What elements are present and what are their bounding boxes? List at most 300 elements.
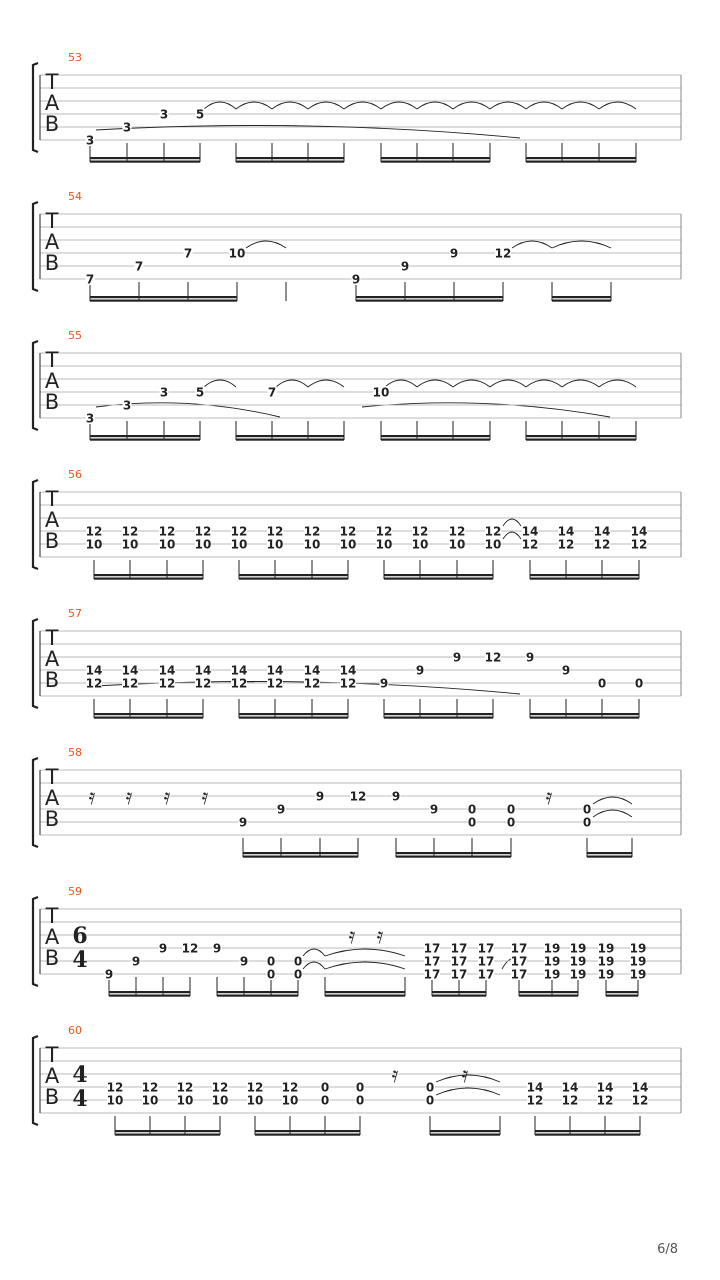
fret-number: 12 — [266, 524, 284, 539]
fret-number: 12 — [85, 524, 103, 539]
fret-number: 12 — [631, 1093, 649, 1108]
beam — [115, 1134, 220, 1136]
fret-number: 14 — [631, 1080, 649, 1095]
beam — [243, 856, 358, 858]
beam — [90, 435, 200, 437]
fret-number: 12 — [484, 650, 502, 665]
beam — [384, 574, 493, 576]
tie-arc — [503, 532, 521, 539]
fret-number: 12 — [106, 1080, 124, 1095]
measure-number: 57 — [68, 607, 82, 620]
tie-arc — [344, 102, 381, 109]
fret-number: 10 — [411, 537, 429, 552]
fret-number: 19 — [569, 954, 587, 969]
system-bracket — [33, 619, 38, 708]
fret-number: 12 — [85, 676, 103, 691]
fret-number: 0 — [355, 1093, 365, 1108]
tie-arc — [303, 949, 325, 956]
tie-arc — [308, 380, 344, 387]
beam — [396, 856, 511, 858]
tab-clef-b: B — [44, 807, 60, 831]
fret-number: 10 — [228, 246, 246, 261]
fret-number: 12 — [494, 246, 512, 261]
fret-number: 5 — [195, 107, 205, 122]
system-bracket — [33, 341, 38, 430]
tie-arc — [417, 102, 453, 109]
fret-number: 0 — [355, 1080, 365, 1095]
beam — [526, 157, 636, 159]
tab-system — [33, 329, 681, 694]
fret-number: 3 — [159, 107, 169, 122]
tab-system — [33, 885, 681, 997]
fret-number: 12 — [526, 1093, 544, 1108]
tie-arc — [503, 519, 521, 526]
fret-number: 9 — [525, 650, 535, 665]
fret-number: 12 — [181, 941, 199, 956]
time-signature-bottom: 4 — [72, 947, 88, 973]
fret-number: 12 — [375, 524, 393, 539]
fret-number: 3 — [85, 133, 95, 148]
fret-number: 7 — [267, 385, 277, 400]
fret-number: 14 — [526, 1080, 544, 1095]
fret-number: 0 — [266, 967, 276, 982]
fret-number: 12 — [484, 524, 502, 539]
sixteenth-rest: 𝄿 — [376, 924, 384, 949]
fret-number: 9 — [561, 663, 571, 678]
tab-clef-t: T — [45, 765, 59, 789]
tie-arc — [512, 241, 552, 248]
fret-number: 19 — [543, 954, 561, 969]
tie-arc — [308, 102, 344, 109]
beam — [530, 578, 639, 580]
sixteenth-rest: 𝄿 — [125, 785, 133, 810]
beam — [552, 300, 611, 302]
fret-number: 14 — [593, 524, 611, 539]
beam — [606, 991, 638, 993]
fret-number: 12 — [230, 524, 248, 539]
fret-number: 17 — [477, 954, 495, 969]
beam — [109, 995, 190, 997]
fret-number: 9 — [158, 941, 168, 956]
fret-number: 10 — [448, 537, 466, 552]
system-bracket — [33, 202, 38, 291]
fret-number: 12 — [303, 524, 321, 539]
fret-number: 10 — [281, 1093, 299, 1108]
tab-clef-b: B — [44, 251, 60, 275]
fret-number: 0 — [597, 676, 607, 691]
measure-number: 55 — [68, 329, 82, 342]
tie-arc — [599, 380, 636, 387]
fret-number: 12 — [303, 676, 321, 691]
beam — [519, 991, 578, 993]
tab-clef-a: A — [44, 1064, 60, 1088]
fret-number: 10 — [375, 537, 393, 552]
time-signature-top: 6 — [72, 923, 88, 949]
fret-number: 10 — [194, 537, 212, 552]
fret-number: 19 — [597, 941, 615, 956]
fret-number: 12 — [176, 1080, 194, 1095]
fret-number: 9 — [391, 789, 401, 804]
fret-number: 17 — [477, 941, 495, 956]
fret-number: 19 — [597, 967, 615, 982]
page-number: 6/8 — [657, 1242, 678, 1257]
beam — [90, 300, 237, 302]
tie-arc — [453, 380, 490, 387]
tab-clef-t: T — [45, 209, 59, 233]
fret-number: 12 — [349, 789, 367, 804]
tab-clef-b: B — [44, 529, 60, 553]
measure-number: 60 — [68, 1024, 82, 1037]
fret-number: 14 — [521, 524, 539, 539]
tie-arc — [453, 102, 490, 109]
beam — [325, 991, 405, 993]
tab-clef-t: T — [45, 904, 59, 928]
fret-number: 7 — [183, 246, 193, 261]
beam — [217, 991, 298, 993]
tie-arc — [204, 102, 236, 109]
fret-number: 10 — [372, 385, 390, 400]
fret-number: 7 — [134, 259, 144, 274]
sixteenth-rest: 𝄿 — [163, 785, 171, 810]
fret-number: 14 — [596, 1080, 614, 1095]
fret-number: 14 — [194, 663, 212, 678]
fret-number: 12 — [521, 537, 539, 552]
beam — [432, 991, 486, 993]
tab-clef-t: T — [45, 1043, 59, 1067]
beam — [94, 574, 203, 576]
beam — [94, 717, 203, 719]
fret-number: 9 — [276, 802, 286, 817]
tie-arc — [490, 380, 526, 387]
beam — [236, 161, 344, 163]
fret-number: 9 — [429, 802, 439, 817]
tie-arc — [385, 380, 417, 387]
fret-number: 10 — [339, 537, 357, 552]
fret-number: 12 — [593, 537, 611, 552]
fret-number: 9 — [415, 663, 425, 678]
tab-clef-a: A — [44, 647, 60, 671]
beam — [587, 856, 632, 858]
fret-number: 12 — [194, 524, 212, 539]
fret-number: 14 — [121, 663, 139, 678]
system-bracket — [33, 1036, 38, 1125]
beam — [530, 713, 639, 715]
tab-clef-b: B — [44, 1085, 60, 1109]
tie-arc — [204, 380, 236, 387]
fret-number: 0 — [582, 802, 592, 817]
beam — [239, 713, 348, 715]
tab-system — [33, 746, 681, 858]
tie-arc — [381, 102, 417, 109]
fret-number: 12 — [596, 1093, 614, 1108]
tie-arc — [490, 102, 526, 109]
beam — [384, 713, 493, 715]
fret-number: 17 — [510, 967, 528, 982]
fret-number: 17 — [450, 967, 468, 982]
beam — [381, 439, 490, 441]
fret-number: 9 — [400, 259, 410, 274]
tie-arc — [562, 380, 599, 387]
fret-number: 12 — [448, 524, 466, 539]
fret-number: 14 — [630, 524, 648, 539]
tie-arc — [325, 962, 405, 969]
measure-number: 56 — [68, 468, 82, 481]
fret-number: 17 — [477, 967, 495, 982]
beam — [526, 161, 636, 163]
tie-arc — [325, 949, 405, 956]
tie-arc — [593, 797, 632, 804]
fret-number: 12 — [158, 524, 176, 539]
sixteenth-rest: 𝄿 — [88, 785, 96, 810]
beam — [356, 300, 503, 302]
beam — [243, 852, 358, 854]
tie-arc — [303, 962, 325, 969]
sixteenth-rest: 𝄿 — [545, 785, 553, 810]
fret-number: 17 — [423, 941, 441, 956]
tab-clef-a: A — [44, 786, 60, 810]
fret-number: 12 — [561, 1093, 579, 1108]
fret-number: 9 — [104, 967, 114, 982]
fret-number: 12 — [246, 1080, 264, 1095]
tab-clef-a: A — [44, 91, 60, 115]
beam — [432, 995, 486, 997]
beam — [530, 717, 639, 719]
tab-clef-b: B — [44, 946, 60, 970]
tab-system — [33, 51, 681, 163]
fret-number: 12 — [281, 1080, 299, 1095]
fret-number: 10 — [121, 537, 139, 552]
fret-number: 14 — [266, 663, 284, 678]
fret-number: 19 — [629, 967, 647, 982]
fret-number: 0 — [467, 815, 477, 830]
tab-system — [33, 1024, 681, 1136]
beam — [325, 995, 405, 997]
beam — [239, 717, 348, 719]
fret-number: 14 — [158, 663, 176, 678]
beam — [381, 157, 490, 159]
fret-number: 10 — [158, 537, 176, 552]
fret-number: 9 — [131, 954, 141, 969]
fret-number: 0 — [506, 815, 516, 830]
fret-number: 3 — [159, 385, 169, 400]
beam — [236, 439, 344, 441]
beam — [381, 435, 490, 437]
fret-number: 0 — [320, 1080, 330, 1095]
fret-number: 0 — [293, 967, 303, 982]
fret-number: 10 — [106, 1093, 124, 1108]
fret-number: 9 — [239, 954, 249, 969]
sixteenth-rest: 𝄿 — [201, 785, 209, 810]
fret-number: 0 — [425, 1093, 435, 1108]
sixteenth-rest: 𝄿 — [391, 1063, 399, 1088]
tab-system — [33, 190, 681, 417]
tie-arc — [526, 380, 562, 387]
measure-number: 58 — [68, 746, 82, 759]
fret-number: 10 — [211, 1093, 229, 1108]
fret-number: 12 — [339, 676, 357, 691]
tie-arc — [436, 1088, 500, 1095]
tab-clef-b: B — [44, 112, 60, 136]
fret-number: 19 — [543, 967, 561, 982]
fret-number: 9 — [449, 246, 459, 261]
fret-number: 12 — [121, 676, 139, 691]
system-bracket — [33, 897, 38, 986]
beam — [94, 578, 203, 580]
beam — [90, 296, 237, 298]
beam — [396, 852, 511, 854]
fret-number: 12 — [230, 676, 248, 691]
beam — [90, 161, 200, 163]
fret-number: 14 — [85, 663, 103, 678]
beam — [430, 1134, 500, 1136]
fret-number: 10 — [246, 1093, 264, 1108]
fret-number: 0 — [467, 802, 477, 817]
fret-number: 17 — [510, 941, 528, 956]
fret-number: 9 — [452, 650, 462, 665]
beam — [236, 157, 344, 159]
fret-number: 14 — [339, 663, 357, 678]
beam — [587, 852, 632, 854]
tab-system — [33, 607, 681, 719]
fret-number: 10 — [176, 1093, 194, 1108]
fret-number: 12 — [158, 676, 176, 691]
fret-number: 17 — [450, 941, 468, 956]
beam — [384, 578, 493, 580]
beam — [552, 296, 611, 298]
fret-number: 17 — [450, 954, 468, 969]
tie-arc — [562, 102, 599, 109]
fret-number: 10 — [230, 537, 248, 552]
beam — [526, 439, 636, 441]
fret-number: 10 — [266, 537, 284, 552]
beam — [255, 1134, 360, 1136]
fret-number: 9 — [212, 941, 222, 956]
system-bracket — [33, 758, 38, 847]
system-bracket — [33, 63, 38, 152]
measure-number: 53 — [68, 51, 82, 64]
beam — [384, 717, 493, 719]
time-signature-top: 4 — [72, 1062, 88, 1088]
system-bracket — [33, 480, 38, 569]
beam — [109, 991, 190, 993]
fret-number: 12 — [557, 537, 575, 552]
beam — [239, 578, 348, 580]
fret-number: 14 — [230, 663, 248, 678]
beam — [90, 439, 200, 441]
tie-arc — [599, 102, 636, 109]
fret-number: 3 — [122, 120, 132, 135]
beam — [535, 1134, 640, 1136]
fret-number: 14 — [561, 1080, 579, 1095]
beam — [430, 1130, 500, 1132]
measure-number: 59 — [68, 885, 82, 898]
fret-number: 0 — [506, 802, 516, 817]
fret-number: 0 — [582, 815, 592, 830]
fret-number: 12 — [411, 524, 429, 539]
fret-number: 19 — [629, 954, 647, 969]
beam — [606, 995, 638, 997]
fret-number: 19 — [569, 941, 587, 956]
beam — [530, 574, 639, 576]
sixteenth-rest: 𝄿 — [461, 1063, 469, 1088]
fret-number: 19 — [543, 941, 561, 956]
beam — [356, 296, 503, 298]
fret-number: 10 — [303, 537, 321, 552]
fret-number: 14 — [557, 524, 575, 539]
tie-arc — [526, 102, 562, 109]
fret-number: 3 — [122, 398, 132, 413]
tab-clef-b: B — [44, 390, 60, 414]
time-signature-bottom: 4 — [72, 1086, 88, 1112]
fret-number: 17 — [510, 954, 528, 969]
fret-number: 12 — [339, 524, 357, 539]
tab-clef-t: T — [45, 487, 59, 511]
tie-arc — [593, 810, 632, 817]
fret-number: 9 — [379, 676, 389, 691]
fret-number: 5 — [195, 385, 205, 400]
beam — [255, 1130, 360, 1132]
fret-number: 10 — [85, 537, 103, 552]
tie-arc — [246, 241, 286, 248]
tab-clef-a: A — [44, 230, 60, 254]
tab-clef-a: A — [44, 508, 60, 532]
beam — [236, 435, 344, 437]
beam — [94, 713, 203, 715]
fret-number: 19 — [597, 954, 615, 969]
tab-clef-b: B — [44, 668, 60, 692]
fret-number: 0 — [634, 676, 644, 691]
fret-number: 10 — [141, 1093, 159, 1108]
beam — [381, 161, 490, 163]
beam — [115, 1130, 220, 1132]
fret-number: 3 — [85, 411, 95, 426]
fret-number: 10 — [484, 537, 502, 552]
beam — [217, 995, 298, 997]
fret-number: 12 — [194, 676, 212, 691]
beam — [535, 1130, 640, 1132]
fret-number: 9 — [351, 272, 361, 287]
fret-number: 0 — [266, 954, 276, 969]
tab-clef-t: T — [45, 626, 59, 650]
beam — [519, 995, 578, 997]
fret-number: 12 — [121, 524, 139, 539]
fret-number: 12 — [141, 1080, 159, 1095]
measure-number: 54 — [68, 190, 82, 203]
beam — [239, 574, 348, 576]
tie-arc — [276, 380, 308, 387]
beam — [526, 435, 636, 437]
tie-arc — [272, 102, 308, 109]
fret-number: 17 — [423, 967, 441, 982]
tab-clef-a: A — [44, 925, 60, 949]
fret-number: 19 — [569, 967, 587, 982]
fret-number: 12 — [211, 1080, 229, 1095]
fret-number: 7 — [85, 272, 95, 287]
fret-number: 0 — [320, 1093, 330, 1108]
fret-number: 0 — [293, 954, 303, 969]
fret-number: 19 — [629, 941, 647, 956]
fret-number: 12 — [266, 676, 284, 691]
beam — [90, 157, 200, 159]
tie-arc — [236, 102, 272, 109]
fret-number: 12 — [630, 537, 648, 552]
tab-clef-t: T — [45, 348, 59, 372]
fret-number: 14 — [303, 663, 321, 678]
fret-number: 17 — [423, 954, 441, 969]
fret-number: 0 — [425, 1080, 435, 1095]
fret-number: 9 — [238, 815, 248, 830]
tie-arc — [417, 380, 453, 387]
